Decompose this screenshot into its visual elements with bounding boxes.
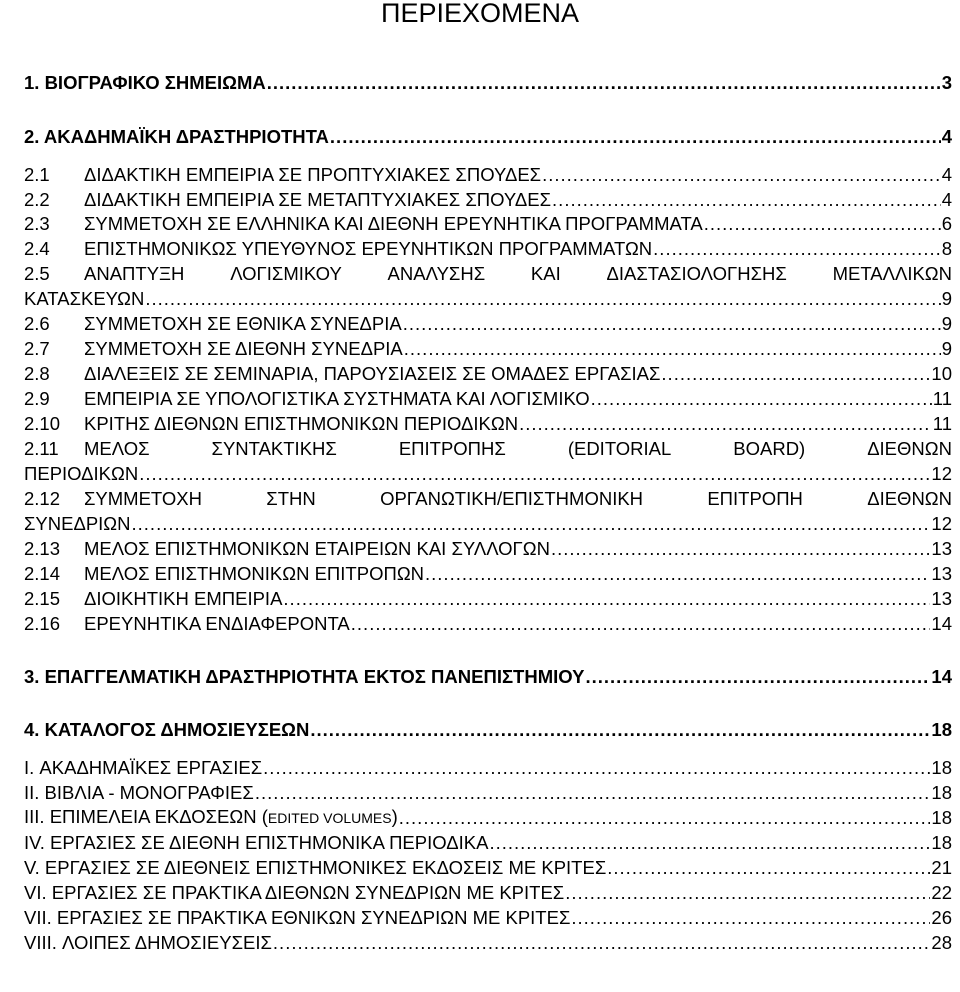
toc-entry-text: VII. ΕΡΓΑΣΙΕΣ ΣΕ ΠΡΑΚΤΙΚΑ ΕΘΝΙΚΩΝ ΣΥΝΕΔΡΙΩΝ ΜΕ ΚΡΙΤΕΣ [24,907,571,928]
toc-entry-word: ΟΡΓΑΝΩΤΙΚΗ/ΕΠΙΣΤΗΜΟΝΙΚΗ [380,488,644,509]
toc-entry-4[interactable] [24,718,952,742]
toc-entry-text: ΔΙΟΙΚΗΤΙΚΗ ΕΜΠΕΙΡΙΑ [84,588,283,609]
toc-entry-text: I. ΑΚΑΔΗΜΑΪΚΕΣ ΕΡΓΑΣΙΕΣ [24,757,263,778]
toc-entry-text: III. ΕΠΙΜΕΛΕΙΑ ΕΚΔΟΣΕΩΝ ( [24,806,268,827]
toc-entry-text: ΜΕΛΟΣ ΕΠΙΣΤΗΜΟΝΙΚΩΝ ΕΤΑΙΡΕΙΩΝ ΚΑΙ ΣΥΛΛΟΓΩΝ [84,538,550,559]
toc-entry-2-3[interactable] [24,212,952,236]
toc-page-number: 14 [931,666,952,687]
dot-leader [255,781,931,805]
toc-page-number: 3 [941,72,952,93]
toc-entry-number: 2.8 [24,363,50,384]
toc-entry-2-6[interactable] [24,312,952,336]
toc-entry-pub-1[interactable] [24,756,952,780]
toc-entry-text: ΣΥΜΜΕΤΟΧΗ ΣΕ ΔΙΕΘΝΗ ΣΥΝΕΔΡΙΑ [84,338,403,359]
toc-entry-word: ΔΙΕΘΝΩΝ [867,438,952,459]
dot-leader [585,665,930,689]
toc-entry-text: ΕΠΙΣΤΗΜΟΝΙΚΩΣ ΥΠΕΥΘΥΝΟΣ ΕΡΕΥΝΗΤΙΚΩΝ ΠΡΟΓΡΑΜΜΑΤΩΝ [84,238,653,259]
toc-entry-number: 2.10 [24,413,61,434]
toc-entry-number: 2.9 [24,388,50,409]
toc-entry-text: 4. ΚΑΤΑΛΟΓΟΣ ΔΗΜΟΣΙΕΥΣΕΩΝ [24,719,310,740]
toc-entry-pub-6[interactable] [24,881,952,905]
toc-entry-number: 2.5 [24,263,50,284]
toc-entry-close-paren: ) [391,806,398,827]
toc-page-number: 4 [941,126,952,147]
toc-page-number: 14 [931,613,952,634]
toc-page-number: 12 [931,463,952,484]
toc-entry-number: 2.2 [24,189,50,210]
dot-leader [283,587,930,611]
toc-page-number: 18 [931,719,952,740]
toc-entry-word: ΛΟΓΙΣΜΙΚΟΥ [230,263,342,284]
toc-entry-text: ΔΙΔΑΚΤΙΚΗ ΕΜΠΕΙΡΙΑ ΣΕ ΜΕΤΑΠΤΥΧΙΑΚΕΣ ΣΠΟΥΔΕΣ [84,189,552,210]
toc-entry-2-5[interactable] [24,262,952,286]
toc-page-number: 22 [931,882,952,903]
toc-entry-number: 2.13 [24,538,61,559]
toc-entry-word: ΑΝΑΛΥΣΗΣ [387,263,486,284]
toc-entry-2-8[interactable] [24,362,952,386]
toc-entry-2[interactable] [24,125,952,149]
toc-entry-word: ΔΙΑΣΤΑΣΙΟΛΟΓΗΣΗΣ [606,263,787,284]
toc-entry-2-7[interactable] [24,337,952,361]
toc-entry-text: ΕΡΕΥΝΗΤΙΚΑ ΕΝΔΙΑΦΕΡΟΝΤΑ [84,613,350,634]
toc-entry-text: 1. ΒΙΟΓΡΑΦΙΚΟ ΣΗΜΕΙΩΜΑ [24,72,266,93]
toc-entry-number: 2.4 [24,238,50,259]
toc-entry-text: ΜΕΛΟΣ ΕΠΙΣΤΗΜΟΝΙΚΩΝ ΕΠΙΤΡΟΠΩΝ [84,563,425,584]
toc-entry-smallcaps: EDITED VOLUMES [267,810,392,826]
toc-entry-2-12[interactable] [24,487,952,511]
toc-page-number: 11 [932,388,952,409]
dot-leader [132,512,931,536]
toc-entry-1[interactable] [24,71,952,95]
toc-entry-2-9[interactable] [24,387,952,411]
toc-page-number: 9 [941,313,952,334]
toc-entry-text: ΣΥΜΜΕΤΟΧΗ ΣΕ ΕΛΛΗΝΙΚΑ ΚΑΙ ΔΙΕΘΝΗ ΕΡΕΥΝΗΤΙΚΑ ΠΡΟΓΡΑΜΜΑΤΑ [84,213,703,234]
dot-leader [425,562,930,586]
toc-entry-number: 2.1 [24,164,50,185]
toc-entry-2-11-cont[interactable] [24,462,952,486]
dot-leader [263,756,930,780]
dot-leader [653,237,941,261]
toc-entry-2-2[interactable] [24,188,952,212]
toc-entry-number: 2.11 [24,438,59,459]
toc-entry-2-12-cont[interactable] [24,512,952,536]
toc-entry-text: ΔΙΑΛΕΞΕΙΣ ΣΕ ΣΕΜΙΝΑΡΙΑ, ΠΑΡΟΥΣΙΑΣΕΙΣ ΣΕ ΟΜΑΔΕΣ ΕΡΓΑΣΙΑΣ [84,363,661,384]
toc-entry-word: ΚΑΙ [530,263,561,284]
toc-entry-word: ΔΙΕΘΝΩΝ [867,488,952,509]
toc-page-number: 21 [931,857,952,878]
dot-leader [571,906,930,930]
dot-leader [330,125,941,149]
toc-entry-word: ΣΥΜΜΕΤΟΧΗ [84,488,202,509]
toc-entry-number: 2.16 [24,613,61,634]
toc-page-number: 13 [931,538,952,559]
toc-entry-2-1[interactable] [24,163,952,187]
toc-entry-text: ΣΥΝΕΔΡΙΩΝ [24,513,131,534]
toc-entry-number: 2.7 [24,338,50,359]
toc-page-number: 18 [931,757,952,778]
dot-leader [542,163,941,187]
toc-entry-pub-3[interactable] [24,806,952,830]
toc-page-number: 4 [941,189,952,210]
toc-page-number: 8 [941,238,952,259]
toc-entry-2-10[interactable] [24,412,952,436]
toc-entry-word: ΜΕΛΟΣ [84,438,150,459]
toc-entry-2-4[interactable] [24,237,952,261]
toc-entry-word: ΕΠΙΤΡΟΠΗ [707,488,803,509]
dot-leader [704,212,941,236]
dot-leader [552,188,941,212]
toc-entry-pub-8[interactable] [24,931,952,955]
toc-entry-word: ΕΠΙΤΡΟΠΗΣ [398,438,506,459]
toc-page-number: 9 [941,288,952,309]
toc-entry-number: 2.12 [24,488,61,509]
dot-leader [399,806,931,830]
toc-page-number: 9 [941,338,952,359]
toc-page-number: 26 [931,907,952,928]
dot-leader [565,881,930,905]
toc-page-number: 13 [931,563,952,584]
toc-entry-number: 2.6 [24,313,50,334]
toc-entry-text: ΣΥΜΜΕΤΟΧΗ ΣΕ ΕΘΝΙΚΑ ΣΥΝΕΔΡΙΑ [84,313,402,334]
toc-page-number: 4 [941,164,952,185]
toc-page-number: 10 [931,363,952,384]
toc-entry-word: ΣΥΝΤΑΚΤΙΚΗΣ [211,438,337,459]
dot-leader [607,856,930,880]
dot-leader [273,931,931,955]
dot-leader [351,612,931,636]
toc-entry-word: ΣΤΗΝ [266,488,316,509]
toc-page-number: 18 [931,782,952,803]
toc-entry-2-5-cont[interactable] [24,287,952,311]
dot-leader [551,537,930,561]
dot-leader [139,462,930,486]
toc-entry-text: VIII. ΛΟΙΠΕΣ ΔΗΜΟΣΙΕΥΣΕΙΣ [24,932,272,953]
toc-entry-text: ΚΑΤΑΣΚΕΥΩΝ [24,288,145,309]
toc-page-number: 28 [931,932,952,953]
dot-leader [145,287,940,311]
toc-entry-word: ΜΕΤΑΛΛΙΚΩΝ [832,263,952,284]
toc-entry-text: VI. ΕΡΓΑΣΙΕΣ ΣΕ ΠΡΑΚΤΙΚΑ ΔΙΕΘΝΩΝ ΣΥΝΕΔΡΙΩΝ ΜΕ ΚΡΙΤΕΣ [24,882,565,903]
toc-page-number: 12 [931,513,952,534]
toc-entry-2-15[interactable] [24,587,952,611]
page-title: ΠΕΡΙΕΧΟΜΕΝΑ [380,0,580,28]
toc-entry-word: BOARD) [733,438,806,459]
toc-page-number: 11 [932,413,952,434]
dot-leader [519,412,932,436]
dot-leader [404,337,941,361]
toc-entry-number: 2.14 [24,563,61,584]
toc-entry-pub-4[interactable] [24,831,952,855]
toc-entry-text: ΔΙΔΑΚΤΙΚΗ ΕΜΠΕΙΡΙΑ ΣΕ ΠΡΟΠΤΥΧΙΑΚΕΣ ΣΠΟΥΔΕΣ [84,164,542,185]
toc-page-number: 13 [931,588,952,609]
toc-entry-text: 3. ΕΠΑΓΓΕΛΜΑΤΙΚΗ ΔΡΑΣΤΗΡΙΟΤΗΤΑ ΕΚΤΟΣ ΠΑΝΕΠΙΣΤΗΜΙΟΥ [24,666,585,687]
toc-entry-word: ΑΝΑΠΤΥΞΗ [84,263,185,284]
toc-entry-number: 2.3 [24,213,50,234]
toc-entry-pub-7[interactable] [24,906,952,930]
toc-entry-text: IV. ΕΡΓΑΣΙΕΣ ΣΕ ΔΙΕΘΝΗ ΕΠΙΣΤΗΜΟΝΙΚΑ ΠΕΡΙΟΔΙΚΑ [24,832,489,853]
toc-entry-pub-2[interactable] [24,781,952,805]
toc-entry-2-11[interactable] [24,437,952,461]
toc-page-number: 18 [931,807,952,828]
toc-entry-word: (EDITORIAL [567,438,672,459]
toc-page-number: 6 [941,213,952,234]
toc-entry-3[interactable] [24,665,952,689]
toc-entry-pub-5[interactable] [24,856,952,880]
toc-entry-text: ΠΕΡΙΟΔΙΚΩΝ [24,463,139,484]
toc-entry-text: V. ΕΡΓΑΣΙΕΣ ΣΕ ΔΙΕΘΝΕΙΣ ΕΠΙΣΤΗΜΟΝΙΚΕΣ ΕΚΔΟΣΕΙΣ ΜΕ ΚΡΙΤΕΣ [24,857,607,878]
dot-leader [267,71,941,95]
dot-leader [489,831,930,855]
toc-entry-text: 2. ΑΚΑΔΗΜΑΪΚΗ ΔΡΑΣΤΗΡΙΟΤΗΤΑ [24,126,329,147]
dot-leader [591,387,932,411]
dot-leader [661,362,930,386]
toc-entry-text: ΚΡΙΤΗΣ ΔΙΕΘΝΩΝ ΕΠΙΣΤΗΜΟΝΙΚΩΝ ΠΕΡΙΟΔΙΚΩΝ [84,413,519,434]
toc-entry-text: II. ΒΙΒΛΙΑ - ΜΟΝΟΓΡΑΦΙΕΣ [24,782,254,803]
dot-leader [310,718,930,742]
toc-entry-2-14[interactable] [24,562,952,586]
toc-entry-2-13[interactable] [24,537,952,561]
toc-entry-2-16[interactable] [24,612,952,636]
dot-leader [403,312,941,336]
toc-page-number: 18 [931,832,952,853]
toc-entry-text: ΕΜΠΕΙΡΙΑ ΣΕ ΥΠΟΛΟΓΙΣΤΙΚΑ ΣΥΣΤΗΜΑΤΑ ΚΑΙ ΛΟΓΙΣΜΙΚΟ [84,388,590,409]
toc-entry-number: 2.15 [24,588,61,609]
